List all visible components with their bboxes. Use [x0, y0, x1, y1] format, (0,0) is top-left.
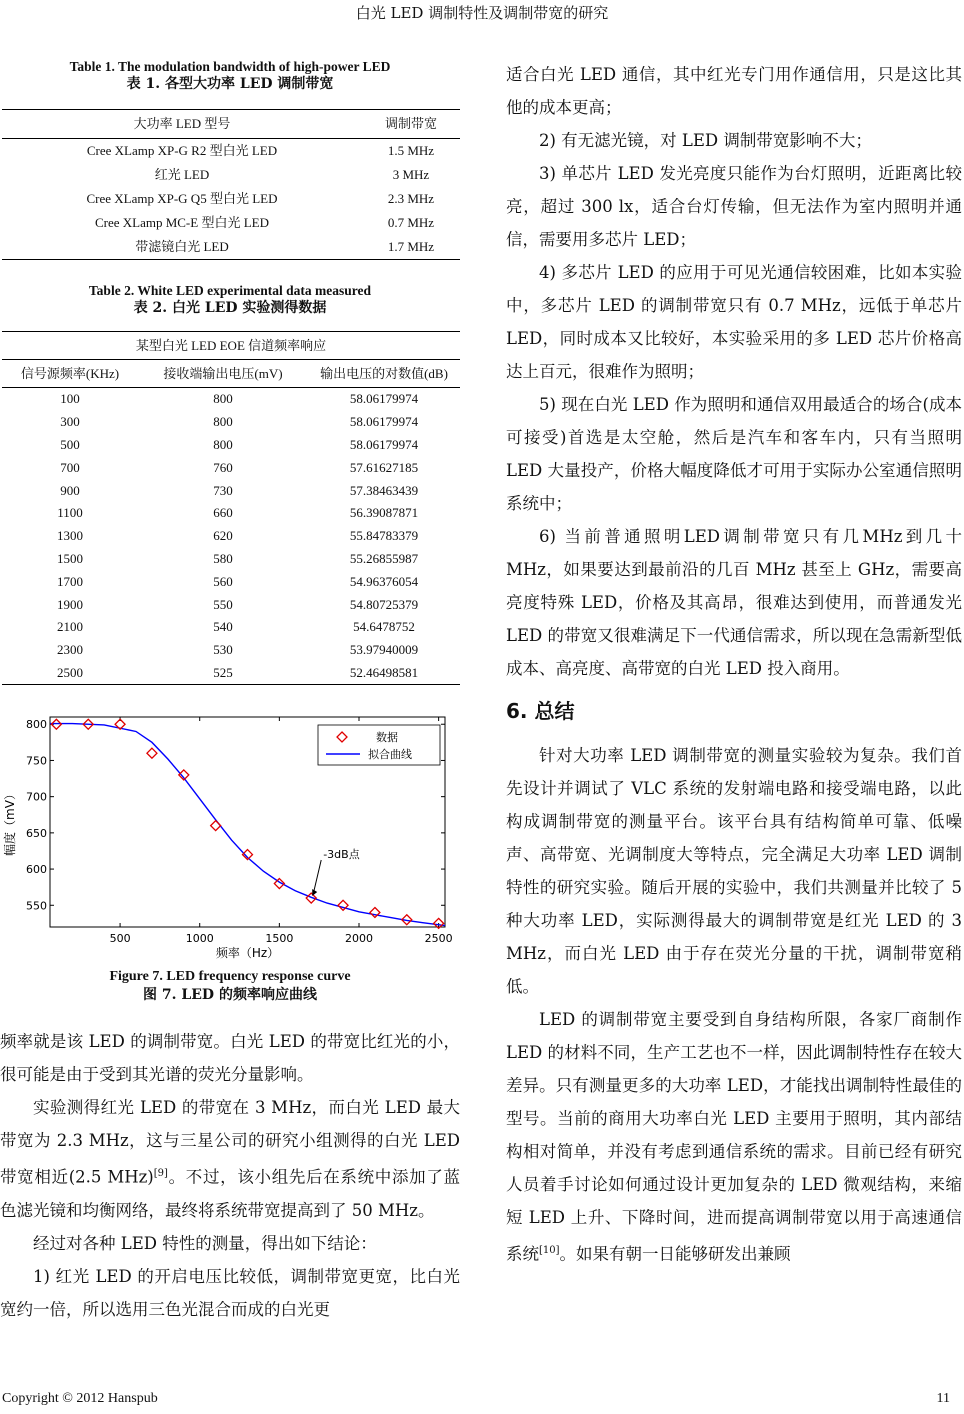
conclusion-item-6: 6) 当前普通照明LED调制带宽只有几MHz到几十 MHz，如果要达到最前沿的几百 MHz 甚至上 GHz，需要高亮度特殊 LED，价格及其高昂，很难达到使用，而普通发光 LED 的带宽又很难满足下一代通信需求，所以现在急需新型低成本、高亮度、高带宽的白光 LED 投入商用。: [506, 527, 962, 678]
table2-cell-voltage: 560: [213, 573, 233, 589]
table2-row: [2, 593, 460, 616]
summary-paragraph-2: [506, 1003, 962, 1271]
table2-cell-voltage: 800: [213, 436, 233, 452]
table2-row: [2, 411, 460, 434]
left-paragraph-2: [0, 1091, 460, 1227]
table2-header-row: [2, 360, 460, 388]
annotation-3db-label: -3dB点: [323, 848, 360, 862]
section-title-summary: 6. 总结: [506, 699, 575, 723]
table2-cell-frequency: 300: [60, 414, 80, 430]
y-tick-label: 600: [26, 863, 47, 877]
table2-caption-zh: 表 2. 白光 LED 实验测得数据: [133, 300, 327, 316]
table2-cell-frequency: 2500: [2, 662, 138, 685]
left-paragraph-4: 1) 红光 LED 的开启电压比较低，调制带宽更宽，比白光宽约一倍，所以选用三色光混合而成的白光更: [0, 1266, 460, 1319]
table2-cell-voltage: 540: [213, 619, 233, 635]
table2-cell-frequency: 1500: [57, 550, 83, 566]
table2-cell-frequency: 2300: [57, 642, 83, 658]
table2-cell-frequency: 100: [60, 391, 80, 407]
left-paragraph-2-text-a: 实验测得红光 LED 的带宽在 3 MHz，而白光 LED 最大带宽为 2.3 MHz，这与三星公司的研究小组测得的白光 LED 带宽相近(2.5 MHz): [0, 1098, 460, 1187]
table2-row: [2, 434, 460, 457]
table1-caption-en: Table 1. The modulation bandwidth of high-power LED: [69, 59, 391, 74]
right-column: [506, 58, 962, 1271]
conclusion-item-4: 4) 多芯片 LED 的应用于可见光通信较困难，比如本实验中，多芯片 LED 的调制带宽只有 0.7 MHz，远低于单芯片 LED，同时成本又比较好，本实验采用的多 LED 芯片价格高达上百元，很难作为照明；: [506, 263, 962, 381]
table1-cell-model: 红光 LED: [154, 167, 210, 182]
table2-cell-frequency: 1900: [57, 596, 83, 612]
table2-cell-db: 56.39087871: [349, 505, 419, 521]
table1-row: [2, 163, 460, 187]
y-tick-label: 750: [26, 754, 47, 768]
summary-paragraph-2-text-b: 。如果有朝一日能够研发出兼顾: [559, 1244, 791, 1264]
table2-cell-voltage: 760: [213, 459, 233, 475]
x-tick-label: 1000: [185, 932, 214, 946]
y-axis-label: 幅度（mV）: [3, 788, 17, 857]
left-paragraph-2-text-b: 。不过，该小组先后在系统中添加了蓝色滤光镜和均衡网络，最终将系统带宽提高到了 50 MHz。: [0, 1167, 461, 1220]
table2-cell-frequency: 700: [60, 459, 80, 475]
table2-cell-db: 57.61627185: [349, 459, 419, 475]
conclusion-item-2: 2) 有无滤光镜，对 LED 调制带宽影响不大；: [539, 131, 872, 150]
table2-cell-frequency: 1300: [57, 528, 83, 544]
table2-cell-voltage: 580: [213, 550, 233, 566]
table2-cell-db: 52.46498581: [308, 662, 460, 685]
table2-super-header-row: [2, 332, 460, 360]
table2-cell-db: 54.96376054: [349, 573, 419, 589]
y-tick-label: 650: [26, 827, 47, 841]
table2-row: [2, 548, 460, 571]
table2-row: [2, 616, 460, 639]
footer-page-number: 11: [936, 1391, 950, 1406]
table2-cell-frequency: 1700: [57, 573, 83, 589]
figure7-caption-en: Figure 7. LED frequency response curve: [109, 969, 351, 985]
table2-row: [2, 525, 460, 548]
table2-row: [2, 388, 460, 411]
table1-caption-zh: 表 1. 各型大功率 LED 调制带宽: [126, 76, 334, 92]
table2-row: [2, 502, 460, 525]
x-axis-label: 频率（Hz）: [215, 946, 280, 960]
conclusion-item-3: 3) 单芯片 LED 发光亮度只能作为台灯照明，近距离比较亮，超过 300 lx，适合台灯传输，但无法作为室内照明并通信，需要用多芯片 LED；: [506, 164, 962, 249]
x-tick-label: 2500: [424, 932, 453, 946]
table2-cell-frequency: 900: [60, 482, 80, 498]
table1-row: [2, 187, 460, 211]
figure7-chart: [0, 709, 460, 959]
table2-cell-voltage: 620: [213, 528, 233, 544]
table2-cell-frequency: 500: [60, 436, 80, 452]
table2-cell-db: 57.38463439: [349, 482, 419, 498]
table2-row: [2, 456, 460, 479]
table2-header-voltage: 接收端输出电压(mV): [138, 360, 308, 388]
table1-cell-model: 带滤镜白光 LED: [2, 235, 362, 260]
table2-cell-voltage: 530: [213, 642, 233, 658]
table1-header-bandwidth: 调制带宽: [362, 110, 460, 139]
frequency-response-plot: [0, 709, 460, 959]
table2: [2, 331, 460, 685]
table2-cell-db: 58.06179974: [349, 436, 419, 452]
table2-row: [2, 662, 460, 685]
figure7-caption-zh: 图 7. LED 的频率响应曲线: [143, 987, 317, 1004]
table1-cell-bandwidth: 0.7 MHz: [387, 215, 435, 230]
table2-cell-db: 58.06179974: [349, 391, 419, 407]
table1-cell-model: Cree XLamp XP-G Q5 型白光 LED: [86, 191, 278, 206]
table2-cell-db: 55.84783379: [349, 528, 419, 544]
citation-10: [10]: [539, 1245, 560, 1256]
table2-row: [2, 570, 460, 593]
table2-cell-voltage: 800: [213, 391, 233, 407]
x-tick-label: 500: [109, 932, 131, 946]
table2-cell-voltage: 730: [213, 482, 233, 498]
x-tick-label: 2000: [344, 932, 373, 946]
table1-cell-bandwidth: 1.5 MHz: [387, 143, 435, 158]
table1-cell-model: Cree XLamp MC-E 型白光 LED: [94, 215, 269, 230]
citation-9: [9]: [153, 1168, 168, 1180]
summary-paragraph-2-text-a: LED 的调制带宽主要受到自身结构所限，各家厂商制作 LED 的材料不同，生产工艺也不一样，因此调制特性存在较大差异。只有测量更多的大功率 LED，才能找出调制特性最佳的型号。当前的商用大功率白光 LED 主要用于照明，其内部结构相对简单，并没有考虑到通信系统的需求。目前已经有研究人员着手讨论如何通过设计更加复杂的 LED 微观结构，来缩短 LED 上升、下降时间，进而提高调制带宽以用于高速通信系统: [506, 1010, 962, 1264]
table1-header-model: 大功率 LED 型号: [2, 110, 362, 139]
table2-row: [2, 639, 460, 662]
y-tick-label: 800: [26, 718, 47, 732]
table2-cell-voltage: 800: [213, 414, 233, 430]
y-tick-label: 550: [26, 899, 47, 913]
table2-cell-db: 53.97940009: [349, 642, 419, 658]
table2-cell-frequency: 1100: [57, 505, 83, 521]
left-column: [0, 58, 460, 1326]
table2-cell-db: 58.06179974: [349, 414, 419, 430]
running-header: 白光 LED 调制特性及调制带宽的研究: [355, 4, 609, 22]
left-paragraph-3: 经过对各种 LED 特性的测量，得出如下结论：: [33, 1233, 377, 1253]
table1: [2, 109, 460, 260]
table1-header-row: [2, 110, 460, 139]
y-tick-label: 700: [26, 791, 47, 805]
table2-cell-db: 54.80725379: [349, 596, 419, 612]
legend-label-data: 数据: [376, 731, 398, 745]
table2-super-header: 某型白光 LED EOE 信道频率响应: [2, 332, 460, 360]
table2-cell-voltage: 660: [213, 505, 233, 521]
table1-row: [2, 211, 460, 235]
footer-copyright: Copyright © 2012 Hanspub: [2, 1391, 158, 1406]
summary-paragraph-1: 针对大功率 LED 调制带宽的测量实验较为复杂。我们首先设计并调试了 VLC 系统的发射端电路和接受端电路，以此构成调制带宽的测量平台。该平台具有结构简单可靠、低噪声、高带宽、光调制度大等特点，完全满足大功率 LED 调制特性的研究实验。随后开展的实验中，我们共测量并比较了 5 种大功率 LED，实际测得最大的调制带宽是红光 LED 的 3 MHz，而白光 LED 由于存在荧光分量的干扰，调制带宽稍低。: [506, 746, 962, 996]
table1-row: [2, 235, 460, 260]
table1-cell-bandwidth: 3 MHz: [392, 167, 430, 182]
table2-row: [2, 479, 460, 502]
table2-header-db: 输出电压的对数值(dB): [308, 360, 460, 388]
table2-cell-db: 55.26855987: [349, 550, 419, 566]
table2-cell-voltage: 550: [213, 596, 233, 612]
table2-caption-en: Table 2. White LED experimental data measured: [88, 283, 372, 298]
legend-label-fit: 拟合曲线: [368, 748, 412, 762]
left-paragraph-1: 频率就是该 LED 的调制带宽。白光 LED 的带宽比红光的小，很可能是由于受到其光谱的荧光分量影响。: [0, 1032, 460, 1085]
x-tick-label: 1500: [265, 932, 294, 946]
table2-header-frequency: 信号源频率(KHz): [2, 360, 138, 388]
table1-cell-bandwidth: 2.3 MHz: [387, 191, 435, 206]
right-paragraph-0: 适合白光 LED 通信，其中红光专门用作通信用，只是这比其他的成本更高；: [506, 65, 962, 117]
table1-cell-bandwidth: 1.7 MHz: [362, 235, 460, 260]
table2-cell-db: 54.6478752: [353, 619, 415, 635]
table2-cell-voltage: 525: [138, 662, 308, 685]
table2-cell-frequency: 2100: [57, 619, 83, 635]
table1-cell-model: Cree XLamp XP-G R2 型白光 LED: [86, 143, 278, 158]
conclusion-item-5: 5) 现在白光 LED 作为照明和通信双用最适合的场合(成本可接受)首选是太空舱，然后是汽车和客车内，只有当照明 LED 大量投产，价格大幅度降低才可用于实际办公室通信照明系统中；: [506, 395, 962, 513]
table1-row: [2, 139, 460, 164]
